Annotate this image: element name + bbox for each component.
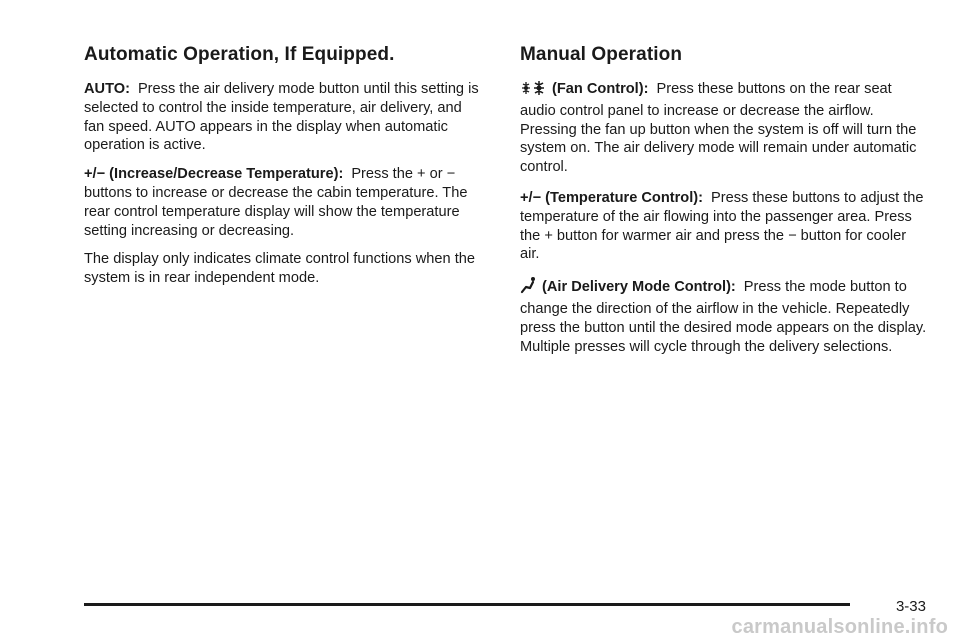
display-note-text: The display only indicates climate control functions when the system is in rear independent mode. xyxy=(84,251,475,287)
auto-term: AUTO: xyxy=(84,81,130,97)
fan-control-paragraph xyxy=(520,80,928,177)
right-column xyxy=(520,44,928,368)
automatic-operation-heading: Automatic Operation, If Equipped. xyxy=(84,44,395,65)
fan-control-term: (Fan Control): xyxy=(552,81,649,97)
footer-rule xyxy=(84,603,850,606)
increase-decrease-term: +/− (Increase/Decrease Temperature): xyxy=(84,166,344,183)
display-note-paragraph xyxy=(84,250,486,288)
air-delivery-text: Press the mode button to change the direction of the airflow in the vehicle. Repeatedly press the button until the desired mode appears on the display. Multiple presses will cycle through the delivery selections. xyxy=(520,279,927,355)
temperature-control-text: Press these buttons to adjust the temperature of the air flowing into the passenger area. Press the + button for warmer air and press the − button for cooler air. xyxy=(520,189,924,263)
air-delivery-mode-icon xyxy=(520,276,538,300)
fan-up-down-icons xyxy=(520,80,548,102)
fan-control-text: Press these buttons on the rear seat audio control panel to increase or decrease the airflow. Pressing the fan up button when the system is off will turn the system on. The air delivery mode will remain under automatic control. xyxy=(520,81,917,176)
auto-text: Press the air delivery mode button until this setting is selected to control the inside temperature, air delivery, and fan speed. AUTO appears in the display when automatic operation is active. xyxy=(84,81,479,154)
air-delivery-term: (Air Delivery Mode Control): xyxy=(542,279,736,296)
watermark: carmanualsonline.info xyxy=(731,616,948,638)
manual-operation-heading: Manual Operation xyxy=(520,44,683,65)
temperature-control-paragraph xyxy=(520,189,928,264)
increase-decrease-text: Press the + or − buttons to increase or decrease the cabin temperature. The rear control temperature display will show the temperature setting increasing or decreasing. xyxy=(84,166,468,239)
auto-paragraph xyxy=(84,80,486,155)
air-delivery-paragraph xyxy=(520,276,928,356)
increase-decrease-paragraph xyxy=(84,165,486,240)
left-column xyxy=(84,44,486,298)
fan-icon xyxy=(520,80,548,96)
temperature-control-term: +/− (Temperature Control): xyxy=(520,189,703,206)
page-number: 3-33 xyxy=(895,598,926,615)
